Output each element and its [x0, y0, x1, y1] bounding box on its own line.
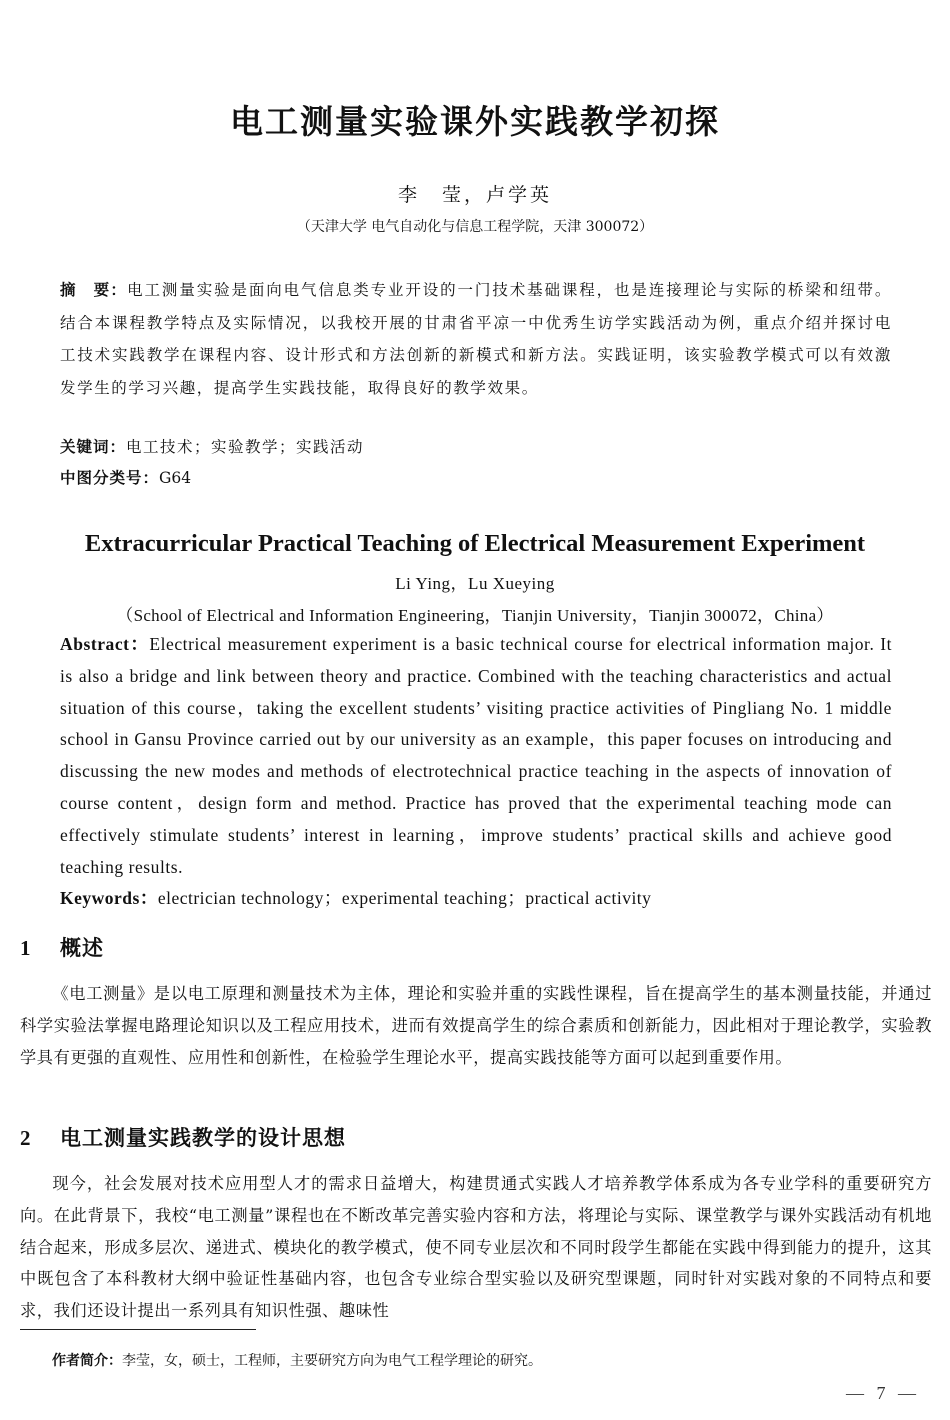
section-1-title: 概述	[60, 936, 104, 960]
english-abstract-text: Electrical measurement experiment is a basic technical course for electrical information major. It is also a bridge and link between theory and practice. Combined with the teaching characteristics and actual situation of this course，taking the excellent students’ visiting practice activities of Pingliang No. 1 middle school in Gansu Province carried out by our university as an example，this paper focuses on introducing and discussing the new modes and methods of electrotechnical practice teaching in the aspects of innovation of course content，design form and method. Practice has proved that the experimental teaching mode can effectively stimulate students’ interest in learning，improve students’ practical skills and achieve good teaching results.	[60, 634, 892, 877]
chinese-abstract-label: 摘 要：	[60, 281, 128, 299]
section-2-paragraph: 现今，社会发展对技术应用型人才的需求日益增大，构建贯通式实践人才培养教学体系成为各专业学科的重要研究方向。在此背景下，我校“电工测量”课程也在不断改革完善实验内容和方法，将理论与实际、课堂教学与课外实践活动有机地结合起来，形成多层次、递进式、模块化的教学模式，使不同专业层次和不同时段学生都能在实践中得到能力的提升，这其中既包含了本科教材大纲中验证性基础内容，也包含专业综合型实验以及研究型课题，同时针对实践对象的不同特点和要求，我们还设计提出一系列具有知识性强、趣味性	[20, 1174, 932, 1321]
english-authors: Li Ying，Lu Xueying	[395, 574, 555, 593]
chinese-keywords-text: 电工技术；实验教学；实践活动	[126, 438, 365, 456]
classification-text: G64	[159, 469, 192, 487]
chinese-title: 电工测量实验课外实践教学初探	[230, 102, 720, 141]
english-keywords	[60, 883, 892, 913]
chinese-abstract	[60, 274, 892, 404]
classification-label: 中图分类号：	[60, 469, 160, 487]
section-1-paragraph: 《电工测量》是以电工原理和测量技术为主体，理论和实验并重的实践性课程，旨在提高学生的基本测量技能，并通过科学实验法掌握电路理论知识以及工程应用技术，进而有效提高学生的综合素质和创新能力，因此相对于理论教学，实验教学具有更强的直观性、应用性和创新性，在检验学生理论水平，提高实践技能等方面可以起到重要作用。	[20, 984, 932, 1067]
footnote-text: 李莹，女，硕士，工程师，主要研究方向为电气工程学理论的研究。	[122, 1353, 542, 1369]
english-keywords-label: Keywords：	[60, 888, 158, 908]
english-affiliation: （School of Electrical and Information Engineering，Tianjin University，Tianjin 300072，China）	[116, 606, 834, 625]
chinese-keywords-label: 关键词：	[60, 438, 127, 456]
page-number: — 7 —	[846, 1383, 920, 1403]
english-abstract	[60, 629, 892, 883]
chinese-affiliation: （天津大学 电气自动化与信息工程学院，天津 300072）	[296, 219, 654, 235]
english-keywords-text: electrician technology；experimental teaching；practical activity	[157, 888, 652, 908]
footnote-divider	[20, 1329, 256, 1330]
section-2-title: 电工测量实践教学的设计思想	[60, 1126, 346, 1150]
footnote-label: 作者简介：	[52, 1353, 122, 1369]
english-title: Extracurricular Practical Teaching of Electrical Measurement Experiment	[84, 530, 866, 557]
section-2-heading	[20, 1122, 346, 1152]
section-1-heading	[20, 932, 104, 962]
chinese-abstract-text: 电工测量实验是面向电气信息类专业开设的一门技术基础课程，也是连接理论与实际的桥梁和纽带。结合本课程教学特点及实际情况，以我校开展的甘肃省平凉一中优秀生访学实践活动为例，重点介绍并探讨电工技术实践教学在课程内容、设计形式和方法创新的新模式和新方法。实践证明，该实验教学模式可以有效激发学生的学习兴趣，提高学生实践技能，取得良好的教学效果。	[60, 281, 892, 397]
chinese-keywords	[60, 432, 892, 462]
english-abstract-label: Abstract：	[60, 634, 150, 654]
chinese-authors: 李 莹，卢学英	[397, 184, 552, 206]
classification-number	[60, 463, 892, 493]
author-footnote	[52, 1350, 912, 1372]
section-1-number: 1	[20, 936, 31, 960]
section-2-number: 2	[20, 1126, 31, 1150]
